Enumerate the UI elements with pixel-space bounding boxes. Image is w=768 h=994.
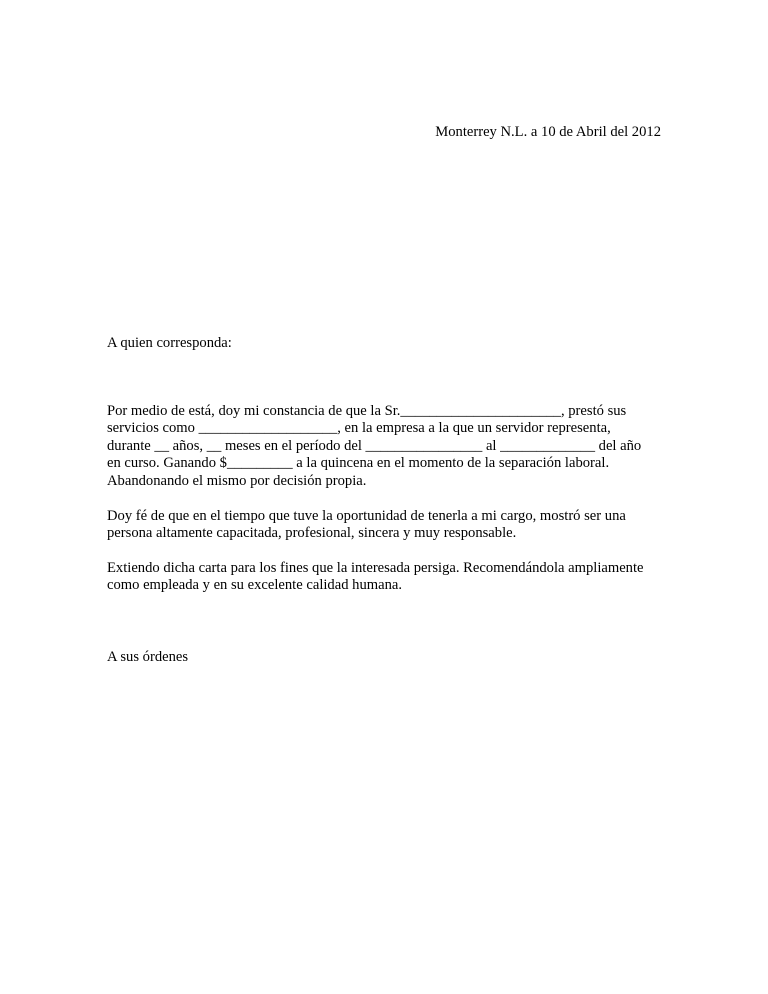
paragraph-line: durante __ años, __ meses en el período del ________________ al _____________ del año (107, 437, 642, 454)
paragraph-line: Doy fé de que en el tiempo que tuve la oportunidad de tenerla a mi cargo, mostró ser una (107, 508, 626, 524)
paragraph-line: Abandonando el mismo por decisión propia. (107, 472, 367, 489)
date-line: Monterrey N.L. a 10 de Abril del 2012 (435, 124, 661, 140)
paragraph-line: persona altamente capacitada, profesional, sincera y muy responsable. (107, 525, 517, 542)
paragraph-line: Extiendo dicha carta para los fines que la interesada persiga. Recomendándola ampliamente (107, 560, 644, 576)
paragraph-line: servicios como ___________________, en la empresa a la que un servidor representa, (107, 420, 611, 437)
paragraph-recommendation (107, 560, 667, 595)
paragraph-line: en curso. Ganando $_________ a la quincena en el momento de la separación laboral. (107, 455, 610, 472)
paragraph-line: como empleada y en su excelente calidad humana. (107, 577, 402, 594)
paragraph-line: Por medio de está, doy mi constancia de que la Sr.______________________, prestó sus (107, 403, 627, 419)
paragraph-certification (107, 403, 667, 490)
paragraph-attestation (107, 508, 667, 543)
salutation: A quien corresponda: (107, 335, 232, 351)
closing: A sus órdenes (107, 649, 189, 665)
